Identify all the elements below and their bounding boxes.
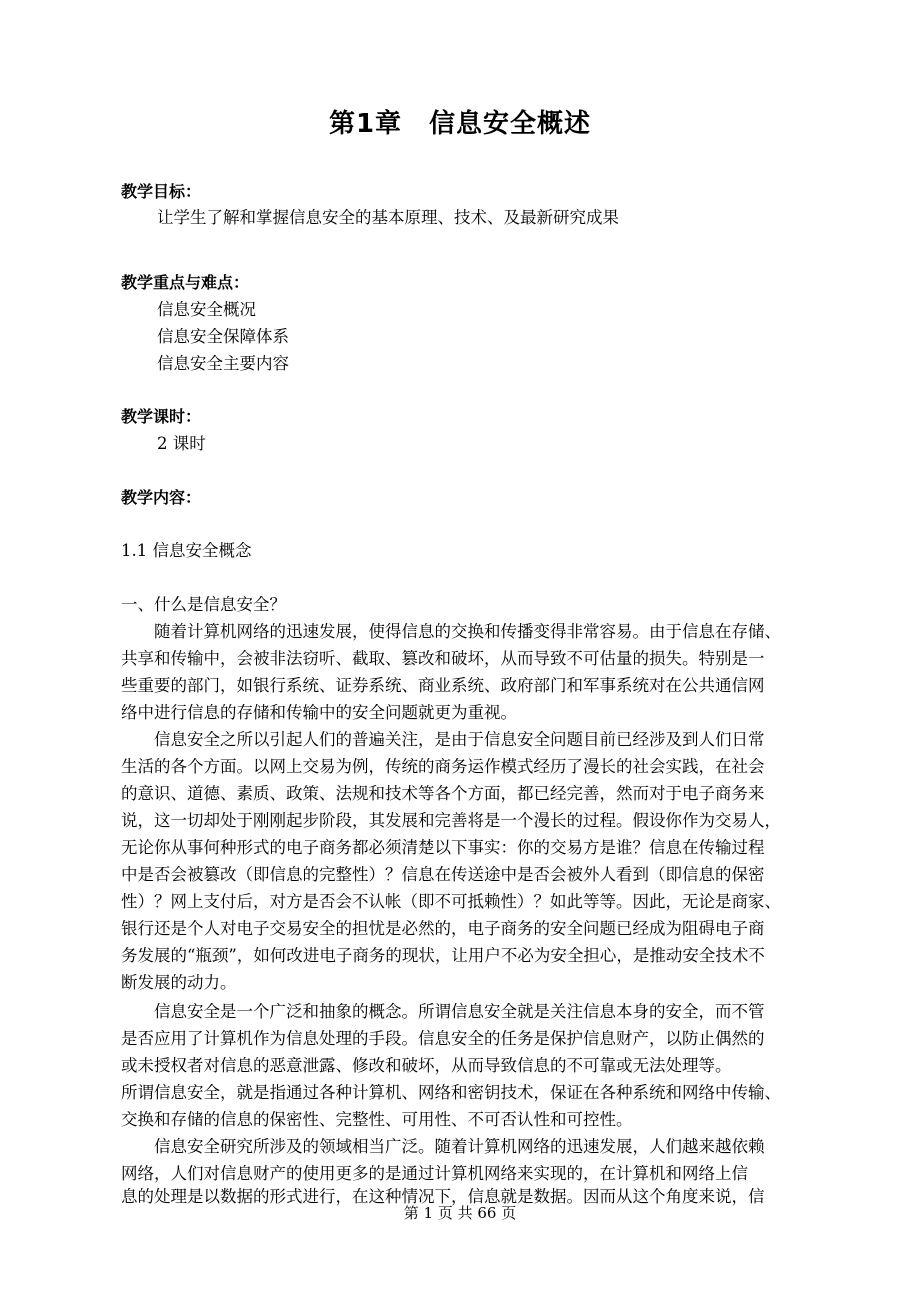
paragraph-line: 所谓信息安全，就是指通过各种计算机、网络和密钥技术，保证在各种系统和网络中传输、	[121, 1083, 781, 1102]
paragraph-line: 的意识、道德、素质、政策、法规和技术等各个方面，都已经完善，然而对于电子商务来	[121, 784, 765, 803]
paragraph-line: 随着计算机网络的迅速发展，使得信息的交换和传播变得非常容易。由于信息在存储、	[121, 622, 781, 641]
paragraph-line: 些重要的部门，如银行系统、证券系统、商业系统、政府部门和军事系统对在公共通信网	[121, 676, 765, 695]
paragraph-line: 务发展的“瓶颈”，如何改进电子商务的现状，让用户不必为安全担心，是推动安全技术不	[121, 946, 765, 965]
hours-text: 2 课时	[157, 434, 206, 453]
paragraph-line: 网络，人们对信息财产的使用更多的是通过计算机网络来实现的，在计算机和网络上信	[121, 1164, 748, 1183]
paragraph-line: 断发展的动力。	[121, 973, 237, 992]
paragraph-line: 络中进行信息的存储和传输中的安全问题就更为重视。	[121, 703, 517, 722]
paragraph-line: 生活的各个方面。以网上交易为例，传统的商务运作模式经历了漫长的社会实践，在社会	[121, 757, 765, 776]
paragraph-line: 信息安全是一个广泛和抽象的概念。所谓信息安全就是关注信息本身的安全，而不管	[121, 1002, 765, 1021]
paragraph-line: 是否应用了计算机作为信息处理的手段。信息安全的任务是保护信息财产，以防止偶然的	[121, 1029, 765, 1048]
objectives-heading: 教学目标：	[121, 182, 202, 201]
paragraph-line: 说，这一切却处于刚刚起步阶段，其发展和完善将是一个漫长的过程。假设你作为交易人，	[121, 811, 781, 830]
key-point-item: 信息安全主要内容	[157, 354, 289, 373]
paragraph-line: 中是否会被篡改（即信息的完整性）？信息在传送途中是否会被外人看到（即信息的保密	[121, 865, 765, 884]
paragraph-line: 或未授权者对信息的恶意泄露、修改和破坏，从而导致信息的不可靠或无法处理等。	[121, 1056, 732, 1075]
key-points-heading: 教学重点与难点：	[121, 273, 250, 292]
key-point-item: 信息安全保障体系	[157, 327, 289, 346]
page-footer: 第 1 页 共 66 页	[403, 1204, 517, 1222]
paragraph-line: 信息安全研究所涉及的领域相当广泛。随着计算机网络的迅速发展，人们越来越依赖	[121, 1137, 765, 1156]
paragraph-line: 性）？网上支付后，对方是否会不认帐（即不可抵赖性）？如此等等。因此，无论是商家、	[121, 892, 781, 911]
paragraph-line: 共享和传输中，会被非法窃听、截取、篡改和破坏，从而导致不可估量的损失。特别是一	[121, 649, 765, 668]
paragraph-line: 息的处理是以数据的形式进行，在这种情况下，信息就是数据。因而从这个角度来说，信	[121, 1187, 765, 1206]
section-subtitle: 一、什么是信息安全？	[121, 595, 286, 614]
paragraph-line: 交换和存储的信息的保密性、完整性、可用性、不可否认性和可控性。	[121, 1110, 633, 1129]
paragraph-line: 银行还是个人对电子交易安全的担忧是必然的，电子商务的安全问题已经成为阻碍电子商	[121, 919, 765, 938]
paragraph-line: 无论你从事何种形式的电子商务都必须清楚以下事实：你的交易方是谁？信息在传输过程	[121, 838, 765, 857]
key-point-item: 信息安全概况	[157, 300, 256, 319]
hours-heading: 教学课时：	[121, 407, 202, 426]
content-heading: 教学内容：	[121, 488, 202, 507]
objectives-text: 让学生了解和掌握信息安全的基本原理、技术、及最新研究成果	[157, 208, 619, 227]
section-title: 1.1 信息安全概念	[121, 541, 252, 560]
paragraph-line: 信息安全之所以引起人们的普遍关注，是由于信息安全问题目前已经涉及到人们日常	[121, 730, 765, 749]
chapter-title: 第1章 信息安全概述	[328, 109, 592, 139]
